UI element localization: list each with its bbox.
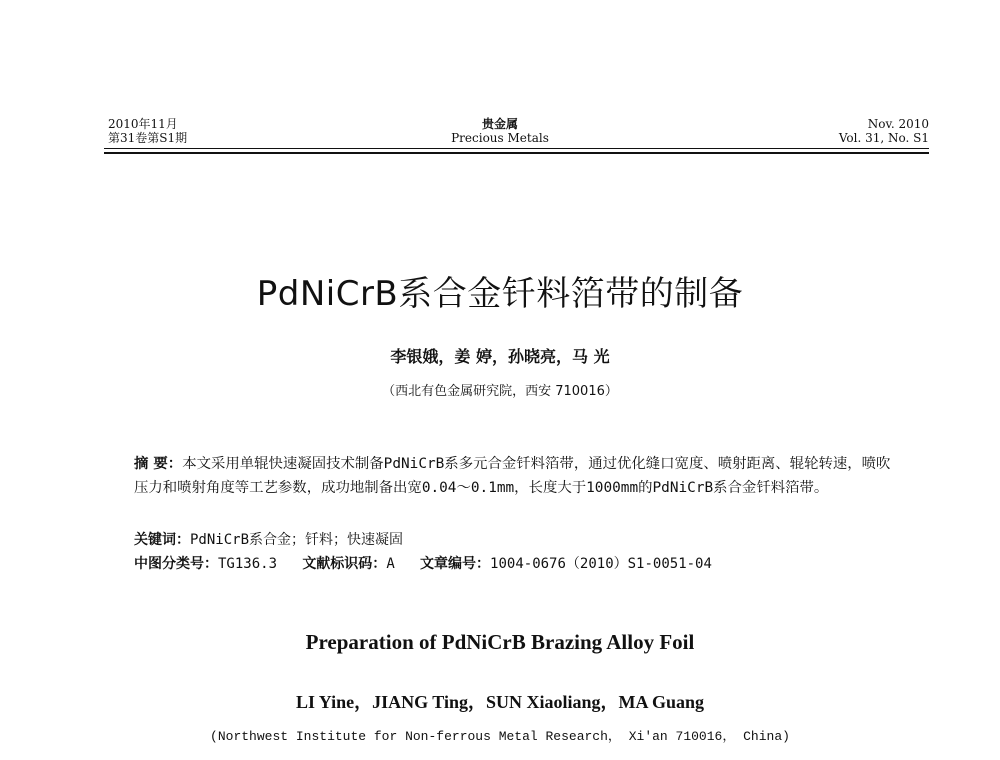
journal-name-en: Precious Metals [451,131,549,145]
affiliation-en: (Northwest Institute for Non-ferrous Metal Research， Xi'an 710016， China) [210,729,790,744]
paper-title-en: Preparation of PdNiCrB Brazing Alloy Foil [305,630,695,654]
header-rule-thin [104,148,929,149]
abstract-label: 摘 要： [134,456,183,472]
authors-cn: 李银娥，姜 婷，孙晓亮，马 光 [390,347,610,366]
doc-code-value: A [386,556,395,572]
journal-name-cn: 贵金属 [481,117,518,131]
authors-en: LI Yine，JIANG Ting，SUN Xiaoliang，MA Guang [295,692,705,712]
abstract-text: 本文采用单辊快速凝固技术制备PdNiCrB系多元合金钎料箔带，通过优化缝口宽度、喷射距离、辊轮转速，喷吹压力和喷射角度等工艺参数，成功地制备出宽0.04～0.1mm，长度大于1000mm的PdNiCrB系合金钎料箔带。 [134,456,891,496]
header-rule-thick [104,152,929,154]
affiliation-cn: （西北有色金属研究院，西安 710016） [382,384,618,399]
header-date-en: Nov. 2010 [867,117,929,131]
paper-title-cn: PdNiCrB系合金钎料箔带的制备 [256,274,744,314]
clc-label: 中图分类号： [134,556,218,572]
header-volume-cn: 第31卷第S1期 [108,131,188,145]
clc-value: TG136.3 [218,556,278,572]
header-volume-en: Vol. 31, No. S1 [838,131,929,145]
abstract-cn [134,452,904,500]
keywords-label: 关键词： [134,532,190,548]
keywords-text: PdNiCrB系合金；钎料；快速凝固 [190,532,404,548]
classification-line [134,554,914,574]
header-right [839,117,929,145]
doc-code-label: 文献标识码： [302,556,387,572]
article-no-label: 文章编号： [420,556,491,572]
article-no-value: 1004-0676（2010）S1-0051-04 [490,556,712,572]
header-date-cn: 2010年11月 [108,117,178,131]
keywords-cn [134,530,914,550]
